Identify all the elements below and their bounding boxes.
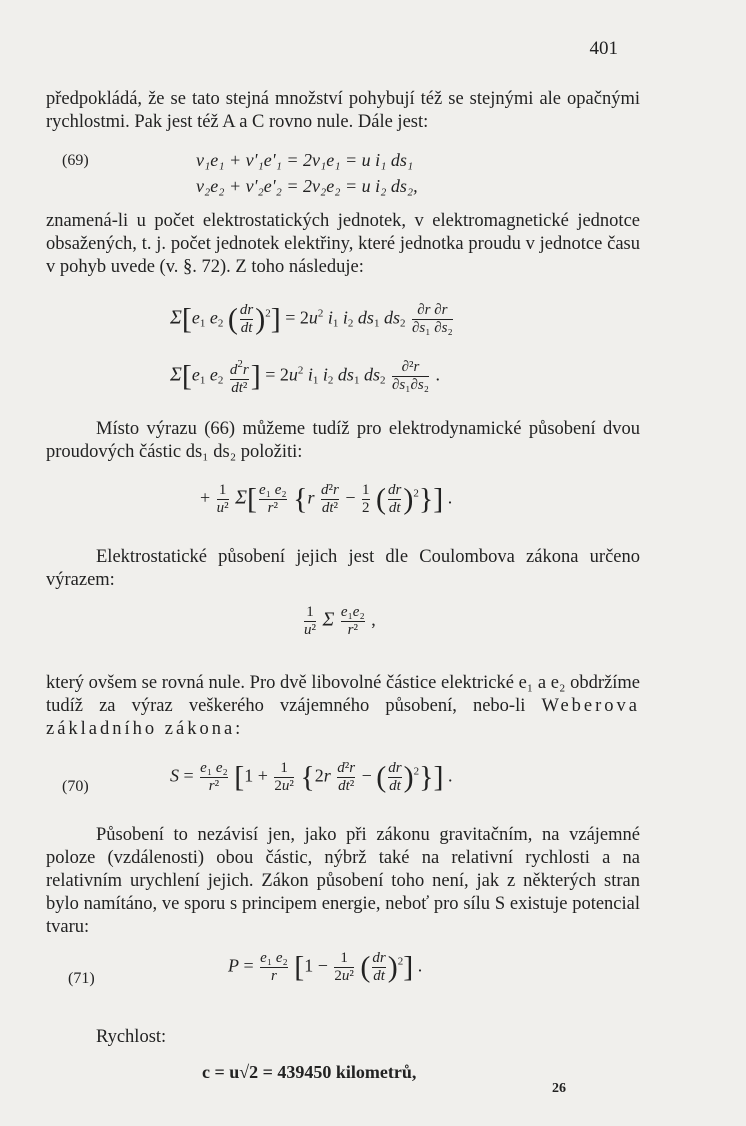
- paragraph-1: předpokládá, že se tato stejná množství pohybují též se stejnými ale opačnými rychlostmi. Pak jest též A a C rovno nule. Dále jest:: [46, 89, 640, 132]
- equation-sum-second-derivative: $\Sigma[e_1$ $e_2$ $\frac{d^2r}{\text{dt²}}$ ] = $2u^2$ $i_1$ $i_2$ $ds_1$ $ds_2$ $\frac{\text{∂²r}}{\text{∂s₁∂s₂}}$ .: [170, 358, 440, 396]
- paragraph-4: Elektrostatické působení jejich jest dle Coulombova zákona určeno výrazem:: [46, 547, 640, 590]
- equation-69-number: (69): [62, 152, 89, 169]
- weber-law-title: Weberova základního zákona:: [46, 696, 640, 739]
- equation-71: P = $\frac{\text{e₁ e₂}}{r}$ [1 − $\frac{1}{\text{2u²}}$ ( $\frac{dr}{dt}$ )$^2$] .: [228, 950, 423, 984]
- equation-71-number: (71): [68, 970, 95, 987]
- paragraph-5: [46, 672, 640, 741]
- paragraph-2: znamená-li u počet elektrostatických jednotek, v elektromagnetické jednotce obsažených, t. j. počet jednotek elektřiny, které jednotka proudu v jednotce času v pohyb uvede (v. §. 72). Z toho následuje:: [46, 211, 640, 277]
- velocity-equation: c = u√2 = 439450 kilometrů,: [202, 1062, 417, 1082]
- paragraph-7: Rychlost:: [96, 1027, 167, 1047]
- page-number: 401: [589, 38, 618, 59]
- signature-mark: 26: [552, 1081, 566, 1096]
- paragraph-5-text: který ovšem se rovná nule. Pro dvě libovolné částice elektrické e₁ a e₂ obdržíme tudíž za výraz veškerého vzájemného působení, nebo-li: [46, 673, 640, 716]
- equation-sum-dr-squared: $\Sigma[e_1$ $e_2$ ( $\frac{dr}{dt}$ )$^2] = 2u^2$ $i_1$ $i_2$ $ds_1$ $ds_2$ $\frac{\partial r \partial r}{\text{∂s₁ ∂s₂}}$: [170, 302, 453, 336]
- equation-69-line-1: v₁e₁ + v'₁e'₁ = 2v₁e₁ = u i₁ ds₁: [196, 150, 414, 170]
- equation-70-number: (70): [62, 778, 89, 795]
- equation-coulomb-expression: $\frac{1}{\text{u²}}$ Σ $\frac{\text{e₁e₂}}{\text{r²}}$ ,: [304, 604, 376, 638]
- equation-70: S = $\frac{\text{e₁ e₂}}{\text{r²}}$ [1 + $\frac{1}{\text{2u²}}$ {2r $\frac{\text{d²r}}{\text{dt²}}$ − ( $\frac{dr}{dt}$ )$^2$}] .: [170, 760, 453, 794]
- equation-electrodynamic-action: + $\frac{1}{\text{u²}}$ Σ[ $\frac{\text{e₁ e₂}}{\text{r²}}$ {r $\frac{\text{d²r}}{\text{dt²}}$ − $\frac{1}{2}$ ( $\frac{dr}{dt}$ )$^2$}] .: [200, 482, 453, 516]
- paragraph-6: Působení to nezávisí jen, jako při zákonu gravitačním, na vzájemné poloze (vzdálenosti) obou částic, nýbrž také na relativní rychlosti a na relativním urychlení jejich. Zákon působení toho není, jak z některých stran bylo namítáno, ve sporu s principem energie, neboť pro sílu S existuje potencial tvaru:: [46, 825, 640, 937]
- equation-69-line-2: v₂e₂ + v'₂e'₂ = 2v₂e₂ = u i₂ ds₂,: [196, 176, 418, 196]
- paragraph-3: Místo výrazu (66) můžeme tudíž pro elektrodynamické působení dvou proudových částic ds₁ ds₂ položiti:: [46, 419, 640, 462]
